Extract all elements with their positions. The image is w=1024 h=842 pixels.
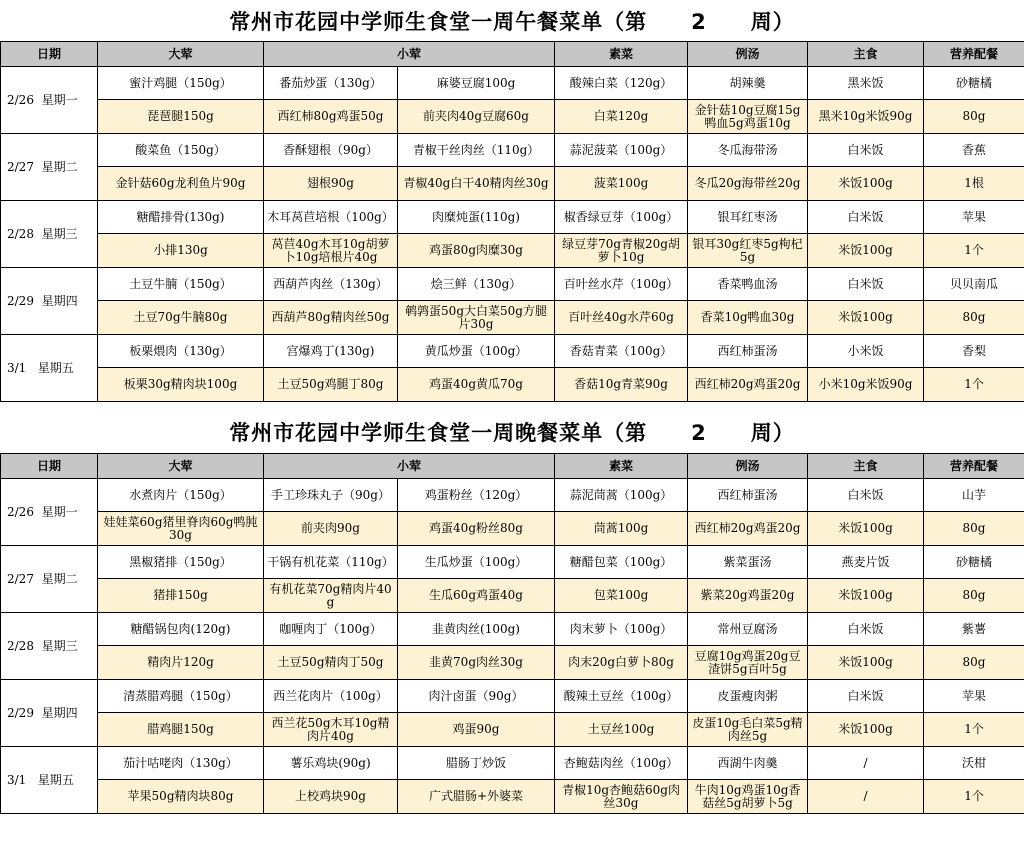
header-staple: 主食 (808, 454, 924, 479)
side-meat-2-dish-cell: 肉汁卤蛋（90g） (398, 680, 555, 713)
date-cell: 2/27 星期二 (1, 546, 98, 613)
nutrition-detail-cell: 80g (924, 646, 1024, 680)
side-meat-1-detail-cell: 西兰花50g木耳10g精肉片40g (264, 713, 398, 747)
side-meat-1-dish-cell: 香酥翅根（90g） (264, 134, 398, 167)
header-date: 日期 (1, 42, 98, 67)
date-cell: 2/28 星期三 (1, 201, 98, 268)
vegetable-detail-cell: 香菇10g青菜90g (555, 368, 688, 402)
vegetable-detail-cell: 包菜100g (555, 579, 688, 613)
staple-detail-cell: 米饭100g (808, 579, 924, 613)
side-meat-1-dish-cell: 木耳莴苣培根（100g） (264, 201, 398, 234)
staple-detail-cell: 米饭100g (808, 234, 924, 268)
soup-detail-cell: 西红柿20g鸡蛋20g (688, 368, 808, 402)
side-meat-2-dish-cell: 腊肠丁炒饭 (398, 747, 555, 780)
side-meat-1-detail-cell: 西葫芦80g精肉丝50g (264, 301, 398, 335)
main-meat-dish-cell: 黑椒猪排（150g） (98, 546, 264, 579)
side-meat-2-dish-cell: 鸡蛋粉丝（120g） (398, 479, 555, 512)
staple-detail-cell: 米饭100g (808, 646, 924, 680)
side-meat-2-dish-cell: 肉糜炖蛋(110g) (398, 201, 555, 234)
dinner-dish-row (1, 613, 1024, 646)
side-meat-1-detail-cell: 土豆50g鸡腿丁80g (264, 368, 398, 402)
date-cell: 2/26 星期一 (1, 479, 98, 546)
header-nutrition: 营养配餐 (924, 454, 1024, 479)
lunch-menu-title: 常州市花园中学师生食堂一周午餐菜单（第 2 周） (229, 10, 795, 34)
nutrition-dish-cell: 苹果 (924, 680, 1024, 713)
soup-dish-cell: 皮蛋瘦肉粥 (688, 680, 808, 713)
vegetable-detail-cell: 白菜120g (555, 100, 688, 134)
side-meat-1-dish-cell: 番茄炒蛋（130g） (264, 67, 398, 100)
staple-detail-cell: / (808, 780, 924, 814)
soup-dish-cell: 西红柿蛋汤 (688, 335, 808, 368)
nutrition-detail-cell: 80g (924, 100, 1024, 134)
side-meat-2-detail-cell: 鸡蛋40g黄瓜70g (398, 368, 555, 402)
soup-detail-cell: 冬瓜20g海带丝20g (688, 167, 808, 201)
main-meat-detail-cell: 琵琶腿150g (98, 100, 264, 134)
side-meat-2-detail-cell: 韭黄70g肉丝30g (398, 646, 555, 680)
main-meat-dish-cell: 酸菜鱼（150g） (98, 134, 264, 167)
side-meat-1-dish-cell: 咖喱肉丁（100g） (264, 613, 398, 646)
soup-dish-cell: 常州豆腐汤 (688, 613, 808, 646)
date-cell: 2/29 星期四 (1, 268, 98, 335)
main-meat-detail-cell: 精肉片120g (98, 646, 264, 680)
lunch-dish-row (1, 134, 1024, 167)
soup-detail-cell: 香菜10g鸭血30g (688, 301, 808, 335)
dinner-dish-row (1, 546, 1024, 579)
lunch-body (1, 67, 1024, 402)
soup-dish-cell: 胡辣羹 (688, 67, 808, 100)
soup-detail-cell: 豆腐10g鸡蛋20g豆渣饼5g百叶5g (688, 646, 808, 680)
side-meat-2-detail-cell: 鸡蛋40g粉丝80g (398, 512, 555, 546)
lunch-menu-table (0, 41, 1024, 402)
vegetable-detail-cell: 茼蒿100g (555, 512, 688, 546)
nutrition-dish-cell: 砂糖橘 (924, 67, 1024, 100)
staple-dish-cell: 白米饭 (808, 613, 924, 646)
vegetable-dish-cell: 椒香绿豆芽（100g） (555, 201, 688, 234)
main-meat-detail-cell: 腊鸡腿150g (98, 713, 264, 747)
main-meat-dish-cell: 糖醋锅包肉(120g) (98, 613, 264, 646)
soup-dish-cell: 西红柿蛋汤 (688, 479, 808, 512)
vegetable-detail-cell: 青椒10g杏鲍菇60g肉丝30g (555, 780, 688, 814)
header-vegetable: 素菜 (555, 454, 688, 479)
vegetable-detail-cell: 菠菜100g (555, 167, 688, 201)
soup-dish-cell: 香菜鸭血汤 (688, 268, 808, 301)
dinner-menu-table (0, 453, 1024, 814)
nutrition-dish-cell: 香梨 (924, 335, 1024, 368)
staple-detail-cell: 米饭100g (808, 167, 924, 201)
dinner-menu-title: 常州市花园中学师生食堂一周晚餐菜单（第 2 周） (229, 421, 795, 445)
staple-dish-cell: 小米饭 (808, 335, 924, 368)
header-side-meat: 小荤 (264, 454, 555, 479)
side-meat-1-detail-cell: 翅根90g (264, 167, 398, 201)
main-meat-detail-cell: 土豆70g牛腩80g (98, 301, 264, 335)
staple-dish-cell: 白米饭 (808, 268, 924, 301)
staple-detail-cell: 米饭100g (808, 713, 924, 747)
dinner-detail-row (1, 512, 1024, 546)
header-soup: 例汤 (688, 454, 808, 479)
side-meat-1-detail-cell: 前夹肉90g (264, 512, 398, 546)
lunch-dish-row (1, 335, 1024, 368)
date-cell: 3/1 星期五 (1, 335, 98, 402)
vegetable-detail-cell: 绿豆芽70g青椒20g胡萝卜10g (555, 234, 688, 268)
nutrition-detail-cell: 1根 (924, 167, 1024, 201)
staple-detail-cell: 小米10g米饭90g (808, 368, 924, 402)
dinner-detail-row (1, 780, 1024, 814)
soup-dish-cell: 银耳红枣汤 (688, 201, 808, 234)
nutrition-detail-cell: 1个 (924, 234, 1024, 268)
side-meat-2-dish-cell: 烩三鲜（130g） (398, 268, 555, 301)
side-meat-1-dish-cell: 西兰花肉片（100g） (264, 680, 398, 713)
staple-detail-cell: 米饭100g (808, 512, 924, 546)
vegetable-dish-cell: 肉末萝卜（100g） (555, 613, 688, 646)
nutrition-detail-cell: 80g (924, 301, 1024, 335)
nutrition-dish-cell: 贝贝南瓜 (924, 268, 1024, 301)
side-meat-1-detail-cell: 有机花菜70g精肉片40g (264, 579, 398, 613)
main-meat-dish-cell: 水煮肉片（150g） (98, 479, 264, 512)
dinner-detail-row (1, 713, 1024, 747)
soup-detail-cell: 银耳30g红枣5g枸杞5g (688, 234, 808, 268)
vegetable-detail-cell: 百叶丝40g水芹60g (555, 301, 688, 335)
main-meat-detail-cell: 板栗30g精肉块100g (98, 368, 264, 402)
lunch-dish-row (1, 67, 1024, 100)
header-date: 日期 (1, 454, 98, 479)
side-meat-2-detail-cell: 广式腊肠+外婆菜 (398, 780, 555, 814)
nutrition-dish-cell: 苹果 (924, 201, 1024, 234)
soup-detail-cell: 紫菜20g鸡蛋20g (688, 579, 808, 613)
side-meat-2-detail-cell: 前夹肉40g豆腐60g (398, 100, 555, 134)
dinner-dish-row (1, 479, 1024, 512)
nutrition-detail-cell: 1个 (924, 368, 1024, 402)
main-meat-detail-cell: 苹果50g精肉块80g (98, 780, 264, 814)
vegetable-detail-cell: 土豆丝100g (555, 713, 688, 747)
staple-detail-cell: 黑米10g米饭90g (808, 100, 924, 134)
staple-dish-cell: 白米饭 (808, 680, 924, 713)
nutrition-detail-cell: 80g (924, 512, 1024, 546)
staple-dish-cell: 燕麦片饭 (808, 546, 924, 579)
side-meat-2-detail-cell: 鸡蛋80g肉糜30g (398, 234, 555, 268)
side-meat-2-detail-cell: 生瓜60g鸡蛋40g (398, 579, 555, 613)
side-meat-1-dish-cell: 西葫芦肉丝（130g） (264, 268, 398, 301)
main-meat-dish-cell: 清蒸腊鸡腿（150g） (98, 680, 264, 713)
side-meat-1-detail-cell: 莴苣40g木耳10g胡萝卜10g培根片40g (264, 234, 398, 268)
side-meat-1-detail-cell: 西红柿80g鸡蛋50g (264, 100, 398, 134)
staple-detail-cell: 米饭100g (808, 301, 924, 335)
lunch-header-row (1, 42, 1024, 67)
main-meat-detail-cell: 小排130g (98, 234, 264, 268)
side-meat-2-detail-cell: 鹌鹑蛋50g大白菜50g方腿片30g (398, 301, 555, 335)
soup-dish-cell: 冬瓜海带汤 (688, 134, 808, 167)
staple-dish-cell: 白米饭 (808, 201, 924, 234)
side-meat-2-dish-cell: 青椒干丝肉丝（110g） (398, 134, 555, 167)
dinner-dish-row (1, 680, 1024, 713)
lunch-dish-row (1, 201, 1024, 234)
side-meat-1-dish-cell: 薯乐鸡块(90g) (264, 747, 398, 780)
nutrition-detail-cell: 1个 (924, 713, 1024, 747)
lunch-detail-row (1, 301, 1024, 335)
soup-detail-cell: 金针菇10g豆腐15g鸭血5g鸡蛋10g (688, 100, 808, 134)
nutrition-dish-cell: 紫薯 (924, 613, 1024, 646)
main-meat-dish-cell: 蜜汁鸡腿（150g） (98, 67, 264, 100)
side-meat-2-dish-cell: 韭黄肉丝(100g) (398, 613, 555, 646)
nutrition-dish-cell: 砂糖橘 (924, 546, 1024, 579)
dinner-body (1, 479, 1024, 814)
soup-dish-cell: 紫菜蛋汤 (688, 546, 808, 579)
vegetable-dish-cell: 百叶丝水芹（100g） (555, 268, 688, 301)
side-meat-2-detail-cell: 鸡蛋90g (398, 713, 555, 747)
date-cell: 2/28 星期三 (1, 613, 98, 680)
soup-detail-cell: 西红柿20g鸡蛋20g (688, 512, 808, 546)
date-cell: 3/1 星期五 (1, 747, 98, 814)
side-meat-1-detail-cell: 上校鸡块90g (264, 780, 398, 814)
nutrition-dish-cell: 沃柑 (924, 747, 1024, 780)
vegetable-dish-cell: 糖醋包菜（100g） (555, 546, 688, 579)
header-soup: 例汤 (688, 42, 808, 67)
lunch-dish-row (1, 268, 1024, 301)
date-cell: 2/27 星期二 (1, 134, 98, 201)
main-meat-dish-cell: 土豆牛腩（150g） (98, 268, 264, 301)
staple-dish-cell: 白米饭 (808, 134, 924, 167)
date-cell: 2/29 星期四 (1, 680, 98, 747)
side-meat-2-dish-cell: 生瓜炒蛋（100g） (398, 546, 555, 579)
main-meat-detail-cell: 金针菇60g龙利鱼片90g (98, 167, 264, 201)
header-side-meat: 小荤 (264, 42, 555, 67)
main-meat-detail-cell: 猪排150g (98, 579, 264, 613)
soup-dish-cell: 西湖牛肉羹 (688, 747, 808, 780)
side-meat-1-dish-cell: 宫爆鸡丁(130g) (264, 335, 398, 368)
side-meat-1-detail-cell: 土豆50g精肉丁50g (264, 646, 398, 680)
main-meat-dish-cell: 糖醋排骨(130g) (98, 201, 264, 234)
vegetable-dish-cell: 酸辣白菜（120g） (555, 67, 688, 100)
nutrition-detail-cell: 1个 (924, 780, 1024, 814)
header-main-meat: 大荤 (98, 454, 264, 479)
side-meat-2-detail-cell: 青椒40g白干40精肉丝30g (398, 167, 555, 201)
nutrition-detail-cell: 80g (924, 579, 1024, 613)
header-main-meat: 大荤 (98, 42, 264, 67)
lunch-detail-row (1, 167, 1024, 201)
soup-detail-cell: 皮蛋10g毛白菜5g精肉丝5g (688, 713, 808, 747)
lunch-detail-row (1, 234, 1024, 268)
side-meat-2-dish-cell: 麻婆豆腐100g (398, 67, 555, 100)
lunch-detail-row (1, 368, 1024, 402)
header-nutrition: 营养配餐 (924, 42, 1024, 67)
header-vegetable: 素菜 (555, 42, 688, 67)
side-meat-2-dish-cell: 黄瓜炒蛋（100g） (398, 335, 555, 368)
side-meat-1-dish-cell: 干锅有机花菜（110g） (264, 546, 398, 579)
main-meat-dish-cell: 茄汁咕咾肉（130g） (98, 747, 264, 780)
staple-dish-cell: / (808, 747, 924, 780)
lunch-detail-row (1, 100, 1024, 134)
dinner-header-row (1, 454, 1024, 479)
date-cell: 2/26 星期一 (1, 67, 98, 134)
vegetable-dish-cell: 蒜泥茼蒿（100g） (555, 479, 688, 512)
vegetable-dish-cell: 香菇青菜（100g） (555, 335, 688, 368)
dinner-detail-row (1, 646, 1024, 680)
staple-dish-cell: 黑米饭 (808, 67, 924, 100)
main-meat-detail-cell: 娃娃菜60g猪里脊肉60g鸭肫30g (98, 512, 264, 546)
soup-detail-cell: 牛肉10g鸡蛋10g香菇丝5g胡萝卜5g (688, 780, 808, 814)
header-staple: 主食 (808, 42, 924, 67)
side-meat-1-dish-cell: 手工珍珠丸子（90g） (264, 479, 398, 512)
dinner-detail-row (1, 579, 1024, 613)
vegetable-dish-cell: 杏鲍菇肉丝（100g） (555, 747, 688, 780)
nutrition-dish-cell: 山芋 (924, 479, 1024, 512)
vegetable-dish-cell: 酸辣土豆丝（100g） (555, 680, 688, 713)
staple-dish-cell: 白米饭 (808, 479, 924, 512)
dinner-dish-row (1, 747, 1024, 780)
vegetable-dish-cell: 蒜泥菠菜（100g） (555, 134, 688, 167)
main-meat-dish-cell: 板栗煨肉（130g） (98, 335, 264, 368)
nutrition-dish-cell: 香蕉 (924, 134, 1024, 167)
vegetable-detail-cell: 肉末20g白萝卜80g (555, 646, 688, 680)
